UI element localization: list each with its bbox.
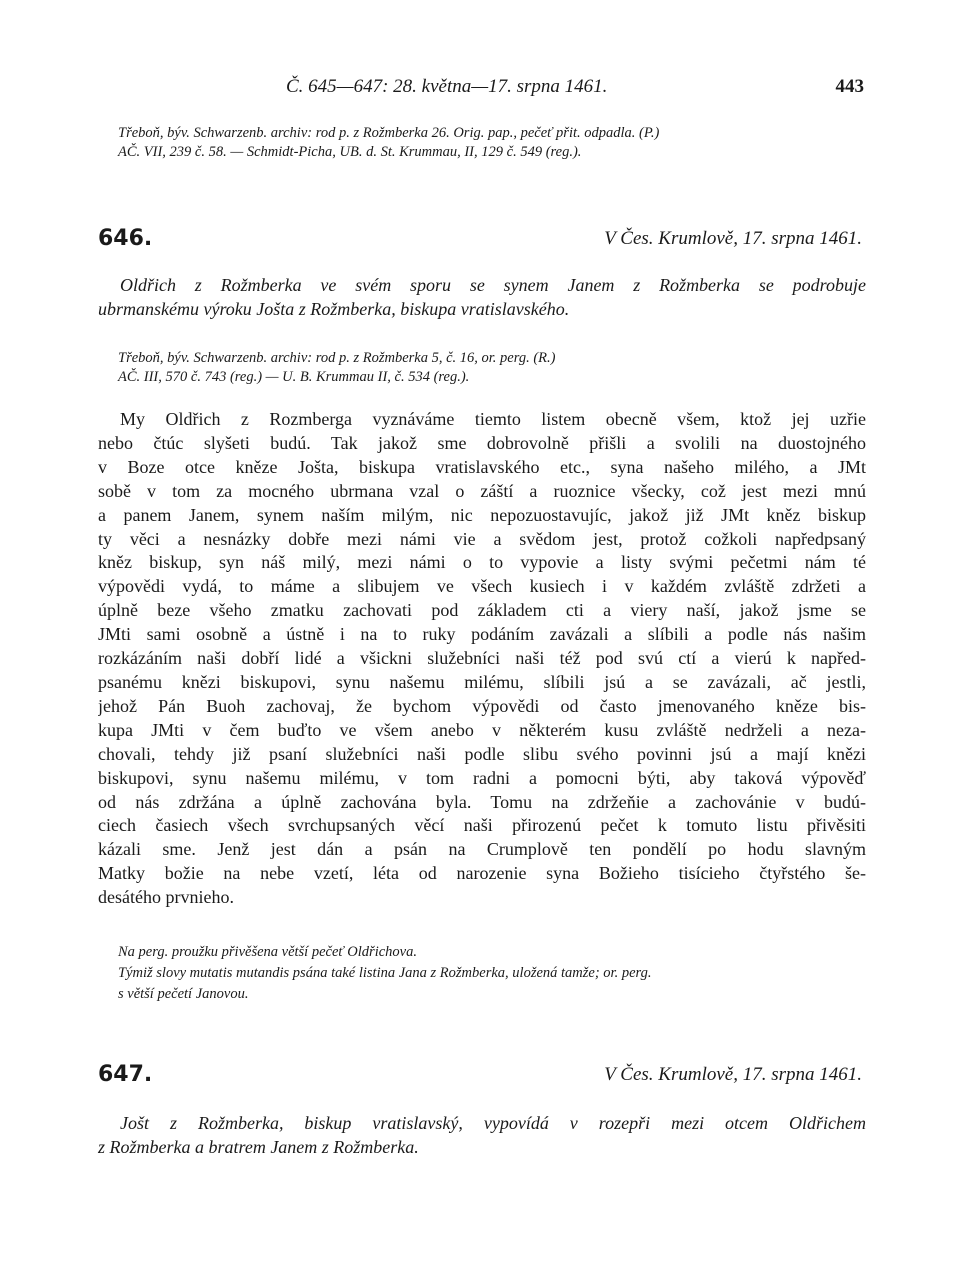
regest-line: Jošt z Rožmberka, biskup vratislavský, vypovídá v rozepři mezi otcem Oldřichem — [120, 1113, 866, 1133]
text-line: Matky božie na nebe vzetí, léta od narozenie syna Božieho tisícieho čtyřstého še- — [98, 863, 866, 884]
regest-line: Oldřich z Rožmberka ve svém sporu se synem Janem z Rožmberka se podrobuje — [120, 275, 866, 295]
text-line: nebo čtúc slyšeti budú. Tak jakož sme dobrovolně přišli a svolili na duostojného — [98, 432, 866, 453]
running-head — [98, 76, 866, 100]
note-line: Na perg. proužku přivěšena větší pečeť Oldřichova. — [118, 944, 417, 960]
text-line: ty věci a nesnázky dobře mezi námi vie a svědom jest, protož cožkoli napředpsaný — [98, 528, 866, 549]
source-note-646 — [118, 349, 866, 387]
text-line: kněz biskup, syn náš milý, mezi námi o to vypovie a listy svými pečetmi nám té — [98, 552, 866, 573]
text-line: v Boze otce kněze Jošta, biskupa vratislavského etc., syna našeho milého, a JMt — [98, 456, 866, 477]
text-line: kupa JMti v čem buďto ve všem anebo v některém kusu zvláště nedrželi a neza- — [98, 719, 866, 740]
text-line: kázali sme. Jenž jest dán a psán na Crumplově ten pondělí po hodu slavným — [98, 839, 866, 860]
entry-place-date: V Čes. Krumlově, 17. srpna 1461. — [604, 228, 862, 249]
note-line: Týmiž slovy mutatis mutandis psána také listina Jana z Rožmberka, uložená tamže; or. perg. — [118, 965, 652, 981]
text-line: úplně beze všeho zmatku zachovati pod základem cti a viery naší, jakož jsme se — [98, 600, 866, 621]
entry-heading-646 — [98, 226, 866, 254]
text-line: výpovědi vydá, to máme a slibujem ve všech kusiech i v každém zvláště zdržeti a — [98, 576, 866, 597]
text-line: a panem Janem, synem naším milým, nic nepozuostavujíc, jakož již JMt kněz biskup — [98, 504, 866, 525]
text-line: rozkázáním naši dobří lidé a všickni služebníci naši též pod svú ctí a vierú k napřed- — [98, 648, 866, 669]
regest-line: ubrmanskému výroku Jošta z Rožmberka, biskupa vratislavského. — [98, 299, 570, 319]
text-line: od nás zdržána a úplně zachována byla. Tomu na zdržeňie a zachovánie v budú- — [98, 791, 866, 812]
entry-number: 646. — [98, 226, 153, 251]
running-head-title: Č. 645—647: 28. května—17. srpna 1461. — [286, 76, 608, 97]
note-line: s větší pečetí Janovou. — [118, 986, 249, 1002]
source-note-prev — [118, 124, 866, 162]
text-line: biskupovi, synu našemu milému, v tom radni a pomocni býti, aby taková výpověď — [98, 767, 866, 788]
regest-646 — [98, 273, 866, 321]
text-line: desátého prvnieho. — [98, 887, 234, 908]
regest-647 — [98, 1111, 866, 1159]
text-line: psanému knězi biskupovi, synu našemu milému, slíbili jsú a se zavázali, ač jestli, — [98, 671, 866, 692]
text-line: jehož Pán Buoh zachovaj, že bychom výpovědi od často jmenovaného kněze bis- — [98, 695, 866, 716]
source-line: Třeboň, býv. Schwarzenb. archiv: rod p. z Rožmberka 5, č. 16, or. perg. (R.) — [118, 350, 556, 366]
notes-646 — [118, 942, 866, 1005]
text-line: ciech časiech všech svrchupsaných věcí naši přirozenú pečet k tomuto listu přivěsiti — [98, 815, 866, 836]
text-line: sobě v tom za mocného ubrmana vzal o záští a ruoznice všecky, což jest mezi mnú — [98, 480, 866, 501]
entry-number: 647. — [98, 1062, 153, 1087]
text-line: JMti sami osobně a ústně i na to ruky podáním zavázali a slíbili a podle nás našim — [98, 624, 866, 645]
charter-text-646 — [98, 408, 866, 910]
source-line: Třeboň, býv. Schwarzenb. archiv: rod p. z Rožmberka 26. Orig. pap., pečeť přit. odpadla. (P.) — [118, 125, 660, 141]
regest-line: z Rožmberka a bratrem Janem z Rožmberka. — [98, 1137, 419, 1157]
text-line: chovali, tehdy již psaní služebníci naši podle slibu svého povinni jsú a mají knězi — [98, 743, 866, 764]
page-number: 443 — [835, 76, 864, 97]
entry-heading-647 — [98, 1062, 866, 1090]
text-line: My Oldřich z Rozmberga vyznáváme tiemto listem obecně všem, ktož jej uzřie — [120, 409, 866, 429]
source-line: AČ. VII, 239 č. 58. — Schmidt-Picha, UB. d. St. Krummau, II, 129 č. 549 (reg.). — [118, 144, 582, 160]
source-line: AČ. III, 570 č. 743 (reg.) — U. B. Krummau II, č. 534 (reg.). — [118, 369, 470, 385]
entry-place-date: V Čes. Krumlově, 17. srpna 1461. — [604, 1064, 862, 1085]
